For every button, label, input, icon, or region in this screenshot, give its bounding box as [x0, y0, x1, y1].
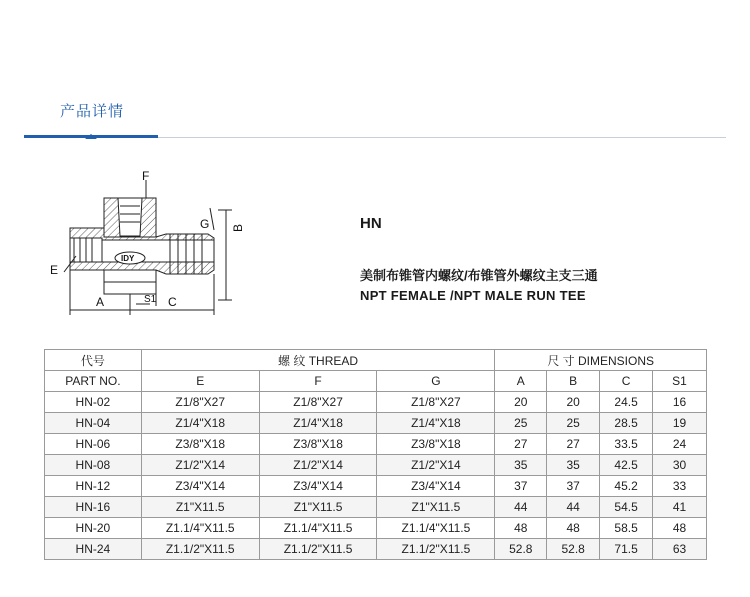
- spec-table: [44, 349, 707, 560]
- cell-dim-a: 37: [495, 476, 547, 497]
- cell-dim-s1: 48: [653, 518, 707, 539]
- cell-dim-a: 25: [495, 413, 547, 434]
- label-b: B: [231, 223, 245, 232]
- cell-thread-f: Z1/4"X18: [259, 413, 377, 434]
- cell-thread-g: Z1/2"X14: [377, 455, 495, 476]
- header-code-cn: 代号: [45, 350, 142, 371]
- cell-dim-b: 27: [547, 434, 600, 455]
- table-row: [45, 518, 707, 539]
- table-row: [45, 497, 707, 518]
- cell-dim-b: 48: [547, 518, 600, 539]
- tee-fitting-diagram: [40, 170, 250, 320]
- header-col-f: F: [259, 371, 377, 392]
- cell-dim-s1: 19: [653, 413, 707, 434]
- cell-dim-a: 27: [495, 434, 547, 455]
- cell-thread-g: Z3/4"X14: [377, 476, 495, 497]
- header-thread: 螺 纹 THREAD: [141, 350, 495, 371]
- cell-thread-g: Z1.1/2"X11.5: [377, 539, 495, 560]
- product-description-en: NPT FEMALE /NPT MALE RUN TEE: [360, 288, 586, 303]
- cell-thread-f: Z1"X11.5: [259, 497, 377, 518]
- cell-dim-b: 25: [547, 413, 600, 434]
- cell-part-no: HN-04: [45, 413, 142, 434]
- cell-dim-b: 44: [547, 497, 600, 518]
- cell-dim-s1: 33: [653, 476, 707, 497]
- header-col-s1: S1: [653, 371, 707, 392]
- label-g: G: [200, 217, 210, 231]
- cell-thread-e: Z1.1/2"X11.5: [141, 539, 259, 560]
- label-e: E: [50, 263, 59, 277]
- label-s1: S1: [144, 294, 157, 305]
- header-col-a: A: [495, 371, 547, 392]
- header-col-g: G: [377, 371, 495, 392]
- cell-thread-g: Z3/8"X18: [377, 434, 495, 455]
- cell-thread-g: Z1/8"X27: [377, 392, 495, 413]
- header-col-c: C: [600, 371, 653, 392]
- branch-bore: [118, 198, 142, 236]
- cell-part-no: HN-06: [45, 434, 142, 455]
- cell-thread-e: Z3/8"X18: [141, 434, 259, 455]
- section-title: 产品详情: [60, 103, 125, 120]
- table-row: [45, 455, 707, 476]
- cell-part-no: HN-08: [45, 455, 142, 476]
- table-header-row: [45, 350, 707, 371]
- product-description-cn: 美制布锥管内螺纹/布锥管外螺纹主支三通: [360, 268, 598, 283]
- cell-part-no: HN-16: [45, 497, 142, 518]
- cell-dim-c: 42.5: [600, 455, 653, 476]
- product-model: HN: [360, 215, 382, 232]
- cell-dim-c: 58.5: [600, 518, 653, 539]
- cell-dim-a: 52.8: [495, 539, 547, 560]
- cell-dim-c: 28.5: [600, 413, 653, 434]
- cell-dim-a: 44: [495, 497, 547, 518]
- table-row: [45, 392, 707, 413]
- cell-dim-s1: 30: [653, 455, 707, 476]
- cell-dim-b: 35: [547, 455, 600, 476]
- header-col-e: E: [141, 371, 259, 392]
- table-row: [45, 413, 707, 434]
- cell-thread-f: Z1.1/2"X11.5: [259, 539, 377, 560]
- cell-part-no: HN-02: [45, 392, 142, 413]
- cell-thread-f: Z1.1/4"X11.5: [259, 518, 377, 539]
- cell-dim-s1: 16: [653, 392, 707, 413]
- cell-dim-s1: 24: [653, 434, 707, 455]
- header-col-b: B: [547, 371, 600, 392]
- cell-part-no: HN-12: [45, 476, 142, 497]
- label-f: F: [142, 170, 150, 183]
- cell-dim-s1: 63: [653, 539, 707, 560]
- cell-dim-c: 71.5: [600, 539, 653, 560]
- label-c: C: [168, 295, 177, 309]
- cell-thread-e: Z1/8"X27: [141, 392, 259, 413]
- cell-thread-f: Z3/8"X18: [259, 434, 377, 455]
- cell-thread-f: Z1/8"X27: [259, 392, 377, 413]
- cell-dim-a: 35: [495, 455, 547, 476]
- cell-dim-a: 48: [495, 518, 547, 539]
- cell-dim-c: 24.5: [600, 392, 653, 413]
- cell-thread-g: Z1"X11.5: [377, 497, 495, 518]
- label-a: A: [96, 295, 105, 309]
- section-notch: [85, 134, 97, 139]
- table-subheader-row: [45, 371, 707, 392]
- cell-thread-g: Z1/4"X18: [377, 413, 495, 434]
- cell-dim-b: 37: [547, 476, 600, 497]
- cell-part-no: HN-20: [45, 518, 142, 539]
- cell-thread-f: Z3/4"X14: [259, 476, 377, 497]
- table-row: [45, 539, 707, 560]
- table-row: [45, 434, 707, 455]
- cell-dim-c: 33.5: [600, 434, 653, 455]
- cell-part-no: HN-24: [45, 539, 142, 560]
- header-dimensions: 尺 寸 DIMENSIONS: [495, 350, 707, 371]
- cell-thread-f: Z1/2"X14: [259, 455, 377, 476]
- cell-thread-e: Z1"X11.5: [141, 497, 259, 518]
- cell-thread-g: Z1.1/4"X11.5: [377, 518, 495, 539]
- table-row: [45, 476, 707, 497]
- cell-dim-s1: 41: [653, 497, 707, 518]
- cell-thread-e: Z3/4"X14: [141, 476, 259, 497]
- label-logo: IDY: [121, 254, 135, 263]
- cell-dim-b: 52.8: [547, 539, 600, 560]
- cell-thread-e: Z1.1/4"X11.5: [141, 518, 259, 539]
- cell-dim-b: 20: [547, 392, 600, 413]
- cell-thread-e: Z1/4"X18: [141, 413, 259, 434]
- cell-thread-e: Z1/2"X14: [141, 455, 259, 476]
- cell-dim-a: 20: [495, 392, 547, 413]
- cell-dim-c: 54.5: [600, 497, 653, 518]
- header-code-en: PART NO.: [45, 371, 142, 392]
- cell-dim-c: 45.2: [600, 476, 653, 497]
